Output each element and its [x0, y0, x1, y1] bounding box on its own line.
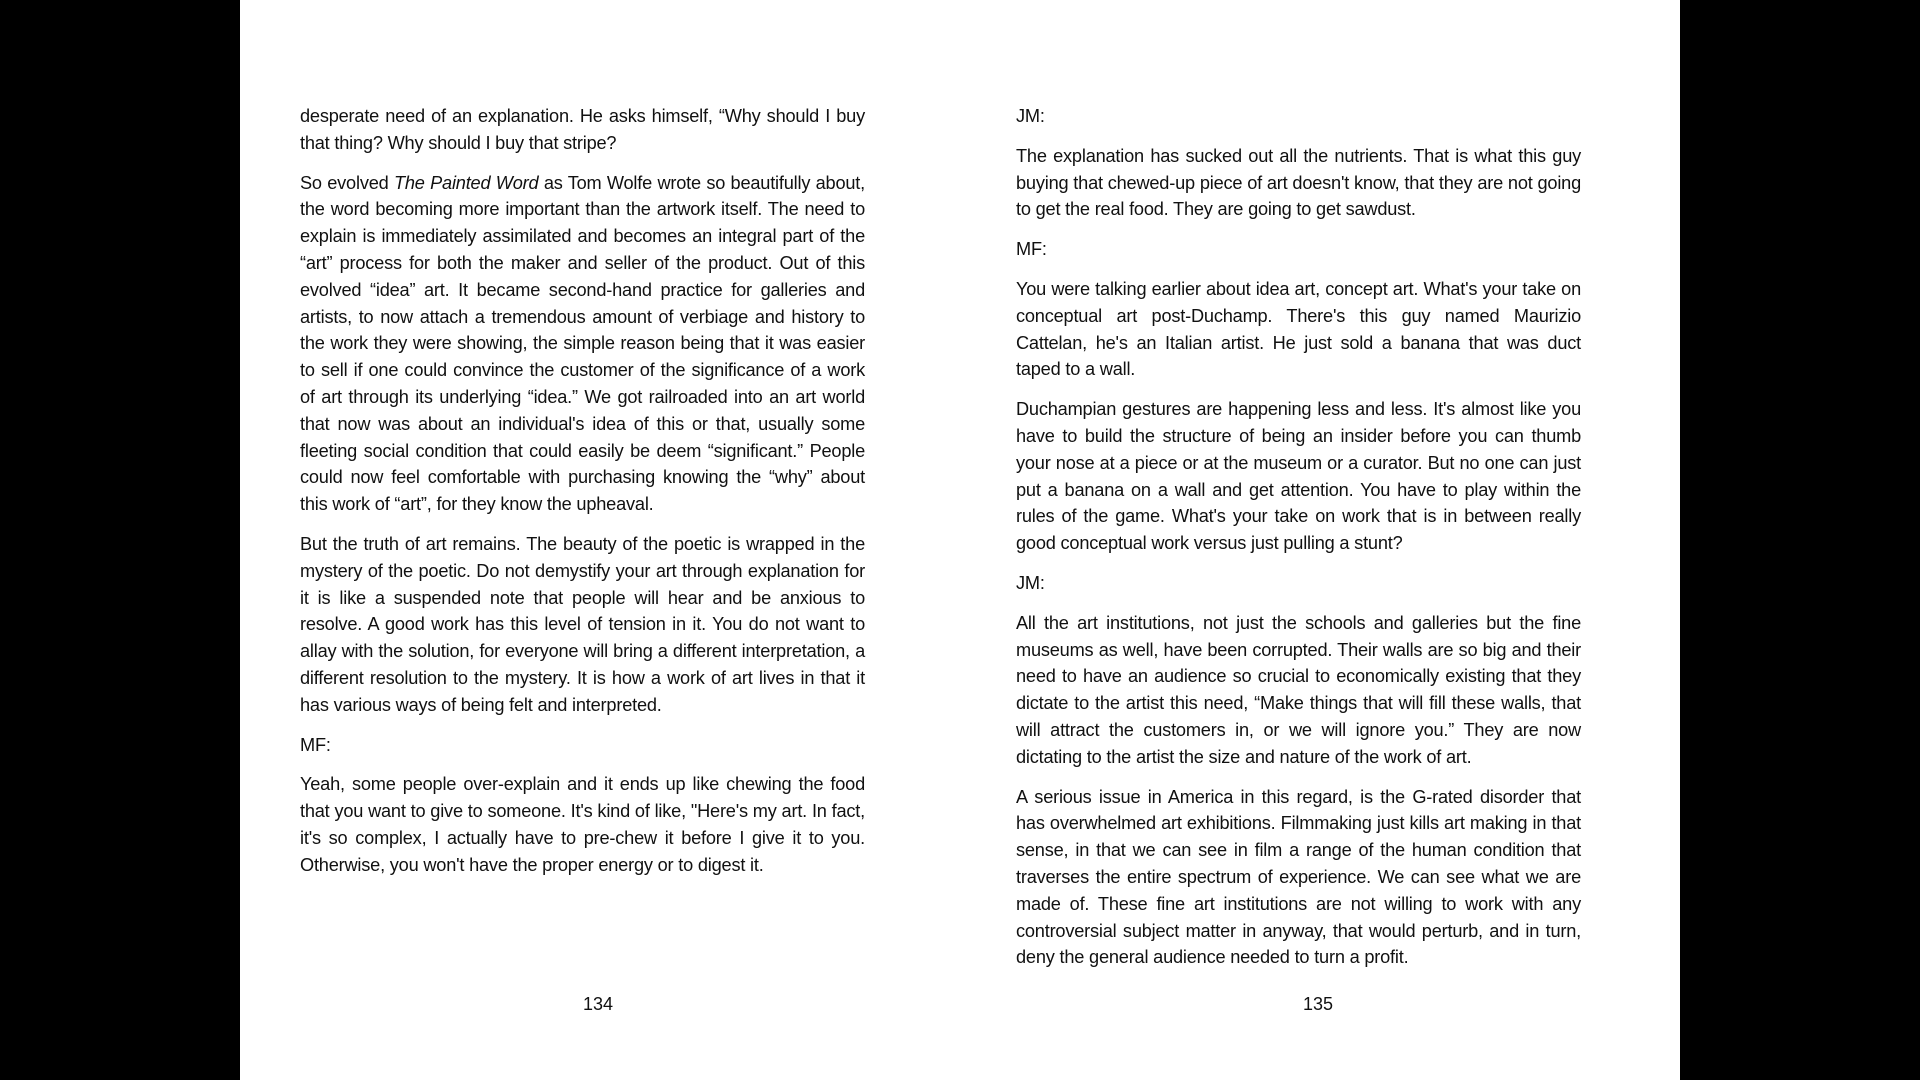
- right-page: [960, 0, 1680, 1080]
- page-number: 134: [582, 994, 614, 1014]
- paragraph: You were talking earlier about idea art, concept art. What's your take on conceptual art post-Duchamp. There's this guy named Maurizio Cattelan, he's an Italian artist. He just sold a banana that was duct taped to a wall.: [1016, 278, 1581, 380]
- paragraph: Duchampian gestures are happening less and less. It's almost like you have to build the structure of being an insider before you can thumb your nose at a piece or at the museum or a curator. But no one can just put a banana on a wall and get attention. You have to play within the rules of the game. What's your take on work that is in between really good conceptual work versus just pulling a stunt?: [1016, 399, 1581, 554]
- speaker-label: JM:: [1016, 572, 1045, 593]
- paragraph: Yeah, some people over-explain and it ends up like chewing the food that you want to give to someone. It's kind of like, "Here's my art. In fact, it's so complex, I actually have to pre-chew it before I give it to you. Otherwise, you won't have the proper energy or to digest it.: [300, 774, 865, 875]
- speaker-label: MF:: [1016, 239, 1047, 260]
- left-page-body: [300, 103, 865, 892]
- paragraph: desperate need of an explanation. He asks himself, “Why should I buy that thing? Why should I buy that stripe?: [300, 106, 865, 153]
- page-spread: [240, 0, 1680, 1080]
- paragraph: A serious issue in America in this regard, is the G-rated disorder that has overwhelmed art exhibitions. Filmmaking just kills art making in that sense, in that we can see in film a range of the human condition that traverses the entire spectrum of experience. We can see what we are made of. These fine art institutions are not willing to work with any controversial subject matter in anyway, that would perturb, and in turn, deny the general audience needed to turn a profit.: [1016, 786, 1581, 968]
- page-number: 135: [1302, 994, 1334, 1014]
- paragraph-text: So evolved: [300, 172, 394, 193]
- speaker-label: MF:: [300, 734, 331, 755]
- paragraph: But the truth of art remains. The beauty of the poetic is wrapped in the mystery of the poetic. Do not demystify your art through explanation for it is like a suspended note that people will hear and be anxious to resolve. A good work has this level of tension in it. You do not want to allay with the solution, for everyone will bring a different interpretation, a different resolution to the mystery. It is how a work of art lives in that it has various ways of being felt and interpreted.: [300, 533, 865, 715]
- paragraph: [300, 170, 865, 518]
- paragraph: The explanation has sucked out all the nutrients. That is what this guy buying that chewed-up piece of art doesn't know, that they are not going to get the real food. They are going to get sawdust.: [1016, 145, 1581, 220]
- left-page: [240, 0, 960, 1080]
- paragraph-text: as Tom Wolfe wrote so beautifully about, the word becoming more important than the artwork itself. The need to explain is immediately assimilated and becomes an integral part of the “art” process for both the maker and seller of the product. Out of this evolved “idea” art. It became second-hand practice for galleries and artists, to now attach a tremendous amount of verbiage and history to the work they were showing, the simple reason being that it was easier to sell if one could convince the customer of the significance of a work of art through its underlying “idea.” We got railroaded into an art world that now was about an individual's idea of this or that, usually some fleeting social condition that could easily be deem “significant.” People could now feel comfortable with purchasing knowing the “why” about this work of “art”, for they know the upheaval.: [300, 172, 866, 515]
- book-title: The Painted Word: [393, 172, 539, 193]
- right-page-body: [1016, 103, 1581, 984]
- speaker-label: JM:: [1016, 106, 1045, 126]
- paragraph: All the art institutions, not just the schools and galleries but the fine museums as well, have been corrupted. Their walls are so big and their need to have an audience so crucial to economically existing that they dictate to the artist this need, “Make things that will fill these walls, that will attract the customers in, or we will ignore you.” They are now dictating to the artist the size and nature of the work of art.: [1016, 612, 1581, 767]
